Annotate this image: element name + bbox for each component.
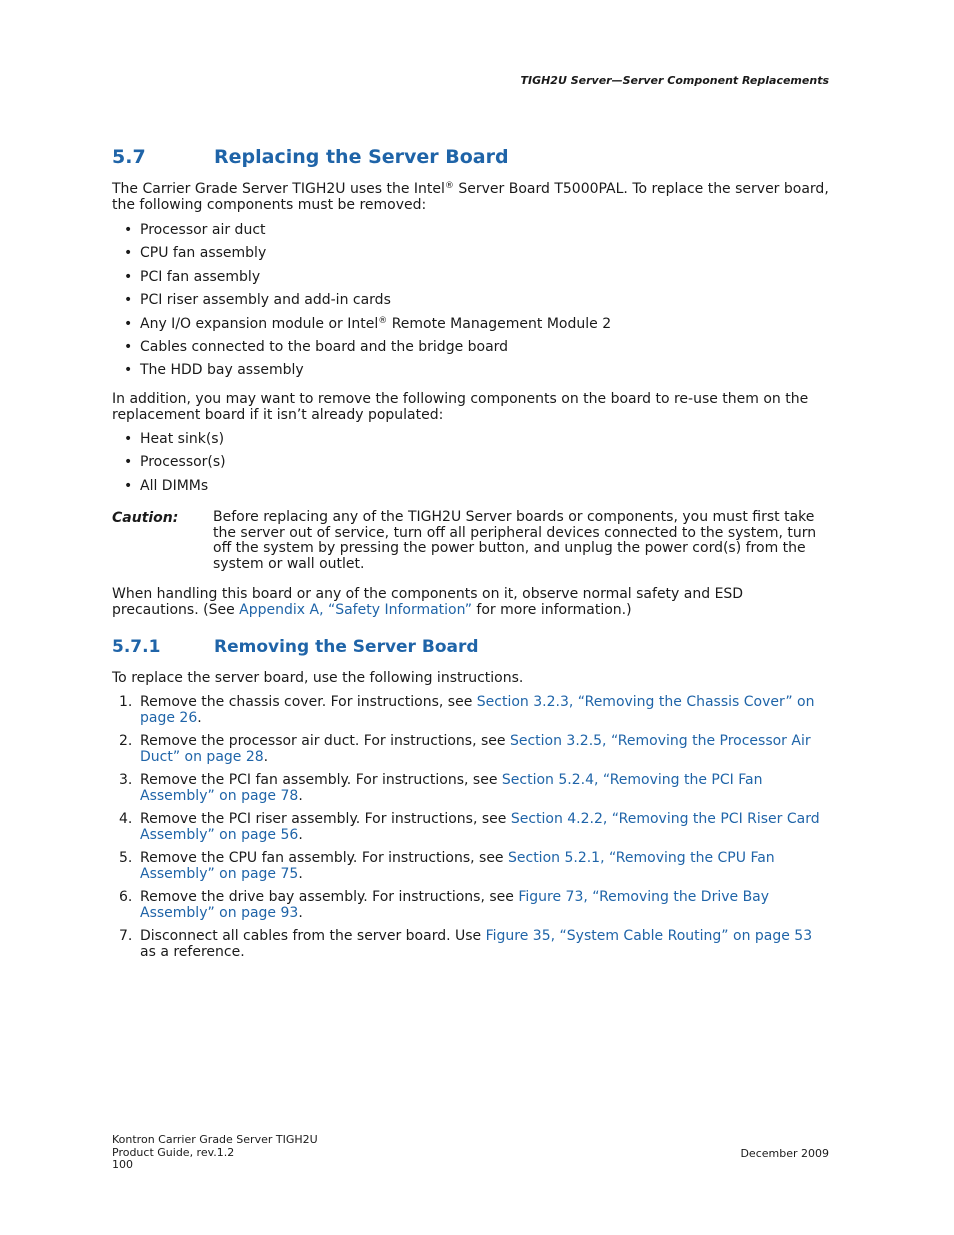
page-number: 100 [112,1158,133,1171]
remove-list [112,222,611,386]
footer-info [112,1134,318,1172]
list-item: • Processor(s) [124,454,226,471]
step-link[interactable]: Section 3.2.5, “Removing the Processor Air Duct” on page 28 [140,733,811,765]
footer-date: December 2009 [740,1147,829,1160]
list-item: • Any I/O expansion module or Intel® Remote Management Module 2 [124,315,612,332]
footer-revision: Product Guide, rev.1.2 [112,1145,235,1159]
caution-text: Before replacing any of the TIGH2U Server boards or components, you must first take the server out of service, turn off all peripheral devices connected to the system, turn off the system by pressing the power button, and unplug the power cord(s) from the system or wall outlet. [213,509,817,572]
instruction-steps [112,694,832,967]
list-item: • PCI riser assembly and add-in cards [124,292,391,309]
section-heading [112,146,509,168]
list-item: • CPU fan assembly [124,245,267,262]
list-item: • Processor air duct [124,222,266,238]
step-link[interactable]: Section 4.2.2, “Removing the PCI Riser Card Assembly” on page 56 [140,811,820,843]
intro-text-2: Server Board T5000PAL. To replace the server board, the following components must be removed: [112,181,829,213]
step-link[interactable]: Section 3.2.3, “Removing the Chassis Cover” on page 26 [140,694,815,726]
step-link[interactable]: Section 5.2.1, “Removing the CPU Fan Assembly” on page 75 [140,850,775,882]
footer-product: Kontron Carrier Grade Server TIGH2U [112,1133,318,1146]
list-item: • The HDD bay assembly [124,362,304,379]
step-item: 5. Remove the CPU fan assembly. For instructions, see Section 5.2.1, “Removing the CPU Fan Assembly” on page 75. [119,850,775,882]
esd-paragraph [112,587,832,618]
subsection-intro: To replace the server board, use the following instructions. [112,670,524,686]
step-item: 6. Remove the drive bay assembly. For instructions, see Figure 73, “Removing the Drive Bay Assembly” on page 93. [119,889,770,921]
optional-paragraph: In addition, you may want to remove the following components on the board to re-use them on the replacement board if it isn’t already populated: [112,391,809,423]
intro-text-1: The Carrier Grade Server TIGH2U uses the Intel [112,181,445,197]
section-title: Replacing the Server Board [214,146,509,168]
step-link[interactable]: Figure 35, “System Cable Routing” on page 53 [485,928,813,944]
appendix-a-link[interactable]: Appendix A, “Safety Information” [239,601,472,618]
list-item: • All DIMMs [124,477,209,494]
step-link[interactable]: Section 5.2.4, “Removing the PCI Fan Assembly” on page 78 [140,772,763,804]
step-link[interactable]: Figure 73, “Removing the Drive Bay Assembly” on page 93 [140,889,770,921]
subsection-number: 5.7.1 [112,637,161,657]
step-item: 7. Disconnect all cables from the server board. Use Figure 35, “System Cable Routing” on page 53 as a reference. [119,928,813,960]
list-item: • PCI fan assembly [124,268,261,285]
subsection-heading [112,637,479,657]
step-item: 4. Remove the PCI riser assembly. For instructions, see Section 4.2.2, “Removing the PCI Riser Card Assembly” on page 56. [119,811,820,843]
esd-text-2: for more information.) [471,601,632,618]
subsection-title: Removing the Server Board [214,637,479,657]
esd-text-1: When handling this board or any of the components on it, observe normal safety and ESD precautions. (See [112,586,744,618]
caution-label: Caution: [112,510,179,526]
section-number: 5.7 [112,146,146,168]
intro-paragraph [112,182,832,213]
optional-list [112,431,226,501]
step-item: 1. Remove the chassis cover. For instructions, see Section 3.2.3, “Removing the Chassis Cover” on page 26. [119,694,815,726]
registered-mark: ® [444,181,454,191]
running-header: TIGH2U Server—Server Component Replacements [520,74,829,87]
step-item: 2. Remove the processor air duct. For instructions, see Section 3.2.5, “Removing the Processor Air Duct” on page 28. [119,733,811,765]
list-item: • Cables connected to the board and the bridge board [124,338,509,355]
step-item: 3. Remove the PCI fan assembly. For instructions, see Section 5.2.4, “Removing the PCI Fan Assembly” on page 78. [119,772,763,804]
list-item: • Heat sink(s) [124,431,225,447]
